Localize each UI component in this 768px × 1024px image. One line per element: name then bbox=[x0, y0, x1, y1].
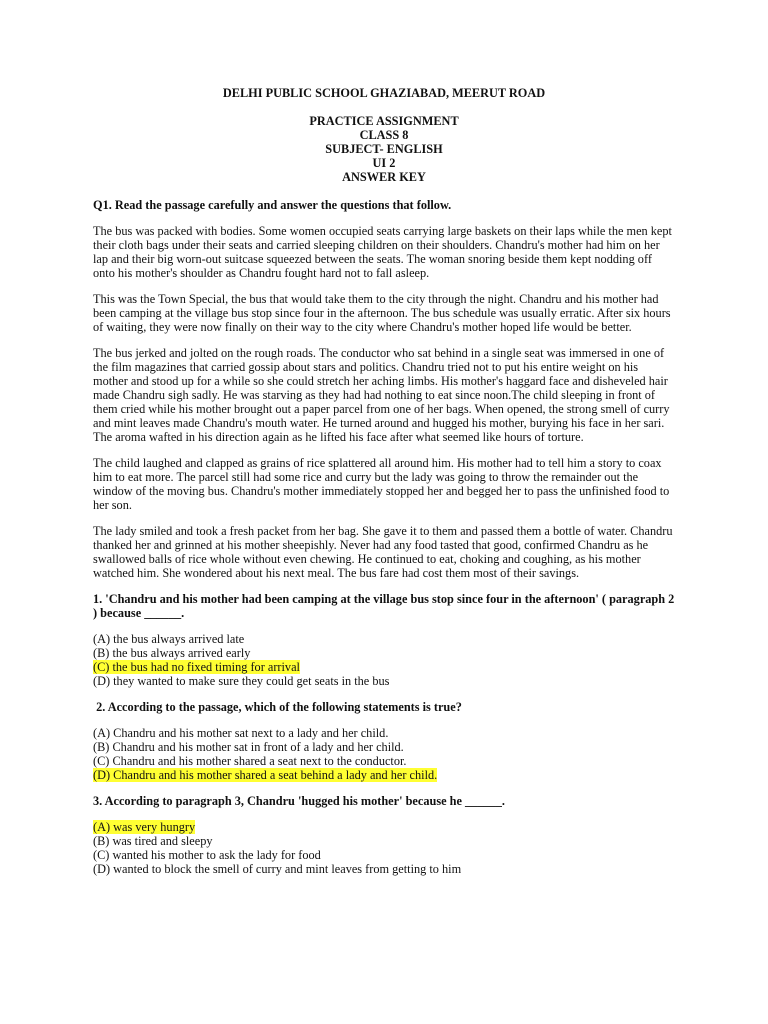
subject-label: SUBJECT- ENGLISH bbox=[325, 142, 443, 156]
answer-highlight: (A) was very hungry bbox=[93, 820, 196, 834]
question-1-text: 1. 'Chandru and his mother had been camping at the village bus stop since four in the afternoon' ( paragraph 2 ) because ______. bbox=[93, 592, 675, 620]
option-2b: (B) Chandru and his mother sat in front of a lady and her child. bbox=[93, 740, 404, 754]
option-2c: (C) Chandru and his mother shared a seat next to the conductor. bbox=[93, 754, 407, 768]
question-2-options bbox=[93, 726, 675, 782]
assignment-title: PRACTICE ASSIGNMENT bbox=[309, 114, 459, 128]
option-3d: (D) wanted to block the smell of curry and mint leaves from getting to him bbox=[93, 862, 462, 876]
class-label: CLASS 8 bbox=[359, 128, 409, 142]
option-3b: (B) was tired and sleepy bbox=[93, 834, 213, 848]
answer-highlight: (D) Chandru and his mother shared a seat behind a lady and her child. bbox=[93, 768, 438, 782]
option-1a: (A) the bus always arrived late bbox=[93, 632, 245, 646]
passage-paragraph-2: This was the Town Special, the bus that would take them to the city through the night. Chandru and his mother had been camping at the village bus stop since four in the afternoon. The bus schedule was usually erratic. After six hours of waiting, they were now finally on their way to the city where Chandru's mother hoped life would be better. bbox=[93, 292, 671, 334]
q1-title: Q1. Read the passage carefully and answer the questions that follow. bbox=[93, 198, 452, 212]
school-name: DELHI PUBLIC SCHOOL GHAZIABAD, MEERUT ROAD bbox=[222, 86, 546, 100]
option-2a: (A) Chandru and his mother sat next to a lady and her child. bbox=[93, 726, 389, 740]
option-1b: (B) the bus always arrived early bbox=[93, 646, 251, 660]
option-3a-answer bbox=[93, 820, 675, 834]
passage-paragraph-3: The bus jerked and jolted on the rough roads. The conductor who sat behind in a single seat was immersed in one of the film magazines that carried gossip about stars and politics. Chandru tried not to put his entire weight on his mother and stood up for a while so she could stretch her aching limbs. His mother's haggard face and disheveled hair made Chandru sigh sadly. He was starving as they had had nothing to eat since noon.The child sleeping in front of them cried while his mother brought out a paper parcel from one of her bags. When opened, the strong smell of curry and mint leaves made Chandru's mouth water. He turned around and hugged his mother, burying his face in her sari. The aroma wafted in his direction again as he lifted his face after what seemed like hours of torture. bbox=[93, 346, 670, 444]
option-1c-answer bbox=[93, 660, 675, 674]
question-3-options bbox=[93, 820, 675, 876]
option-2d-answer bbox=[93, 768, 675, 782]
option-1d: (D) they wanted to make sure they could get seats in the bus bbox=[93, 674, 390, 688]
question-3-text: 3. According to paragraph 3, Chandru 'hugged his mother' because he ______. bbox=[93, 794, 505, 808]
assignment-heading bbox=[93, 114, 675, 184]
passage-paragraph-5: The lady smiled and took a fresh packet from her bag. She gave it to them and passed them a bottle of water. Chandru thanked her and grinned at his mother sheepishly. Never had any food tasted that good, confirmed Chandru as he swallowed balls of rice whole without even chewing. He continued to eat, choking and coughing, as his mother watched him. She wondered about his next meal. The bus fare had cost them most of their savings. bbox=[93, 524, 673, 580]
question-2-text: 2. According to the passage, which of the following statements is true? bbox=[93, 700, 462, 714]
unit-label: UI 2 bbox=[372, 156, 396, 170]
question-1 bbox=[93, 592, 675, 688]
answer-highlight: (C) the bus had no fixed timing for arrival bbox=[93, 660, 300, 674]
passage bbox=[93, 224, 675, 580]
passage-paragraph-1: The bus was packed with bodies. Some women occupied seats carrying large baskets on their laps while the men kept their cloth bags under their seats and carried sleeping children on their shoulders. Chandru's mother had him on her lap and their big worn-out suitcase squeezed between the seats. The woman snoring beside them kept nodding off onto his mother's shoulder as Chandru fought hard not to fall asleep. bbox=[93, 224, 672, 280]
question-1-options bbox=[93, 632, 675, 688]
answer-key-label: ANSWER KEY bbox=[342, 170, 426, 184]
question-2 bbox=[93, 700, 675, 782]
document-page bbox=[93, 86, 675, 888]
question-3 bbox=[93, 794, 675, 876]
passage-paragraph-4: The child laughed and clapped as grains of rice splattered all around him. His mother had to tell him a story to coax him to eat more. The parcel still had some rice and curry but the lady was going to throw the remainder out the window of the moving bus. Chandru's mother immediately stopped her and begged her to pass the unfinished food to her son. bbox=[93, 456, 670, 512]
option-3c: (C) wanted his mother to ask the lady for food bbox=[93, 848, 321, 862]
